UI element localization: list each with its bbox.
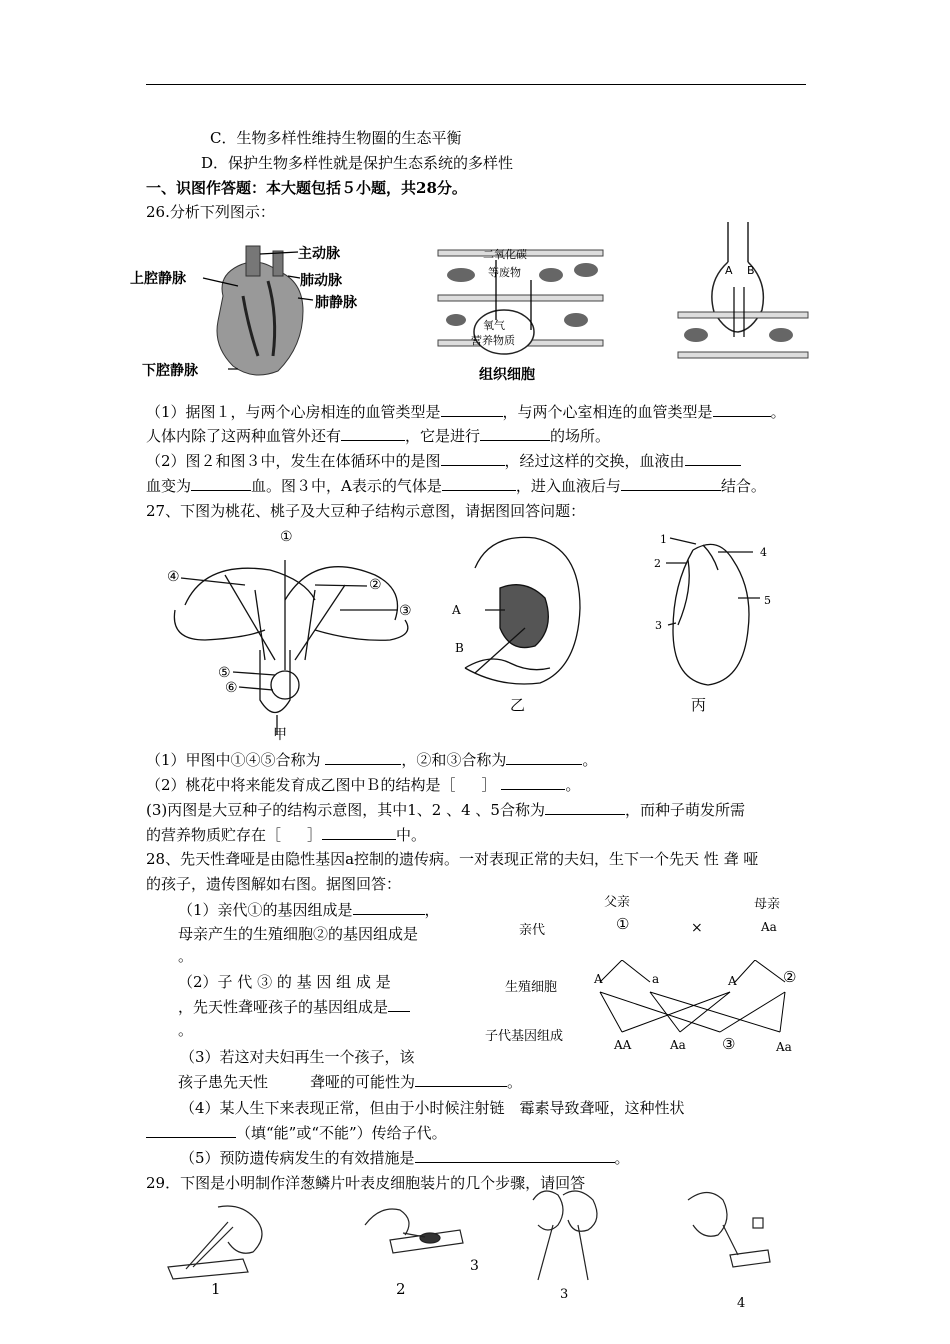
q28-p1-line1: （1）亲代①的基因组成是 ， — [178, 901, 440, 919]
q27-stem: 27、下图为桃花、桃子及大豆种子结构示意图，请据图回答问题： — [146, 502, 586, 520]
label-flower-2: ② — [369, 577, 382, 593]
q27-p3-line2: 的营养物质贮存在［ ］ 中。 — [146, 826, 427, 844]
offspring-1: AA — [614, 1038, 632, 1052]
label-father: 父亲 — [604, 895, 631, 910]
gamete-4: ② — [783, 968, 797, 986]
genotype-parent-1: ① — [616, 915, 630, 933]
genotype-parent-2: Aa — [761, 920, 777, 934]
label-flower-1: ① — [280, 529, 293, 545]
step-4-figure — [678, 1180, 778, 1300]
label-pulmonary-artery: 肺动脉 — [300, 273, 342, 289]
step-label-4: 4 — [737, 1296, 746, 1311]
q26-p1-line1: （1）据图１，与两个心房相连的血管类型是 ，与两个心室相连的血管类型是 。 — [146, 403, 786, 421]
q28-p4-line1: （4）某人生下来表现正常，但由于小时候注射链 霉素导致聋哑，这种性状 — [180, 1099, 685, 1117]
q28-p5: （5）预防遗传病发生的有效措施是 。 — [180, 1149, 630, 1167]
step-2-figure — [345, 1195, 475, 1290]
offspring-3: ③ — [722, 1035, 736, 1053]
row-label-parents: 亲代 — [519, 923, 546, 938]
label-flower-6: ⑥ — [225, 680, 238, 696]
header-rule — [146, 84, 806, 85]
gamete-1: A — [594, 972, 603, 986]
q26-p2-line1: （2）图２和图３中，发生在体循环中的是图 ，经过这样的交换，血液由 — [146, 451, 741, 471]
label-flower-4: ④ — [167, 569, 180, 585]
gamete-2: a — [652, 972, 660, 986]
q26-p1-line2: 人体内除了这两种血管外还有 ，它是进行 的场所。 — [146, 427, 611, 445]
fig-name-bing: 丙 — [691, 696, 707, 714]
section-title: 一、识图作答题：本大题包括５小题，共28分。 — [146, 179, 467, 197]
label-mother: 母亲 — [754, 897, 781, 912]
step-label-1: 1 — [211, 1280, 221, 1298]
label-peach-b: B — [455, 641, 464, 655]
label-aorta: 主动脉 — [298, 246, 340, 262]
label-seed-3: 3 — [655, 619, 662, 632]
gamete-3: A — [728, 974, 737, 988]
q28-p2-line2: ，先天性聋哑孩子的基因组成是 — [178, 997, 410, 1017]
step-label-3: 3 — [560, 1287, 569, 1302]
q28-p3-line2: 孩子患先天性 聋哑的可能性为 。 — [178, 1073, 523, 1091]
q28-p2-line1: （2）子 代 ③ 的 基 因 组 成 是 — [178, 973, 391, 991]
label-gas-b: B — [747, 264, 755, 277]
label-superior-vena-cava: 上腔静脉 — [130, 271, 186, 287]
peach-fruit-figure — [450, 528, 590, 690]
label-peach-a: A — [452, 603, 461, 617]
fig-name-yi: 乙 — [510, 696, 526, 714]
label-flower-3: ③ — [399, 603, 412, 619]
step-label-2: 2 — [396, 1280, 406, 1298]
label-tissue-cell: 组织细胞 — [479, 367, 535, 383]
label-nutrients: 营养物质 — [471, 334, 515, 347]
option-c: C．生物多样性维持生物圈的生态平衡 — [210, 129, 462, 147]
offspring-4: Aa — [776, 1040, 792, 1054]
label-seed-2: 2 — [654, 557, 661, 570]
q27-p3-line1: (3)丙图是大豆种子的结构示意图，其中1、2 、4 、5合称为 ，而种子萌发所需 — [146, 801, 745, 819]
q28-p1-end: 。 — [178, 947, 194, 965]
label-inferior-vena-cava: 下腔静脉 — [142, 363, 198, 379]
option-d: D．保护生物多样性就是保护生态系统的多样性 — [201, 154, 514, 172]
q28-p2-end: 。 — [178, 1021, 194, 1039]
page-number: 3 — [470, 1258, 479, 1274]
cross-symbol: × — [691, 920, 703, 936]
alveolus-figure — [676, 222, 810, 370]
label-waste: 等废物 — [488, 266, 521, 279]
label-seed-4: 4 — [760, 546, 767, 559]
fig-name-jia: 甲 — [273, 727, 287, 743]
q28-p1-line2: 母亲产生的生殖细胞②的基因组成是 — [178, 925, 419, 943]
label-gas-a: A — [725, 264, 733, 277]
q28-p4-line2: （填“能”或“不能”）传给子代。 — [146, 1123, 447, 1143]
q28-p3-line1: （3）若这对夫妇再生一个孩子，该 — [180, 1048, 415, 1066]
q28-stem-line1: 28、先天性聋哑是由隐性基因a控制的遗传病。一对表现正常的夫妇，生下一个先天 性 聋 哑 — [146, 850, 759, 868]
label-pulmonary-vein: 肺静脉 — [315, 295, 357, 311]
q26-p2-line2: 血变为 血。图３中，A表示的气体是 ，进入血液后与 结合。 — [146, 477, 766, 495]
row-label-offspring: 子代基因组成 — [485, 1029, 564, 1044]
q28-stem-line2: 的孩子，遗传图解如右图。据图回答： — [146, 875, 402, 893]
q26-stem: 26.分析下列图示： — [146, 203, 275, 221]
q29-stem: 29．下图是小明制作洋葱鳞片叶表皮细胞装片的几个步骤，请回答 — [146, 1174, 586, 1192]
row-label-gametes: 生殖细胞 — [505, 980, 558, 995]
label-co2: 二氧化碳 — [483, 248, 527, 261]
label-seed-5: 5 — [764, 594, 771, 607]
label-flower-5: ⑤ — [218, 665, 231, 681]
label-oxygen: 氧气 — [483, 319, 505, 332]
q27-p2: （2）桃花中将来能发育成乙图中Ｂ的结构是［ ］ 。 — [146, 776, 581, 794]
label-seed-1: 1 — [660, 533, 667, 546]
q27-p1: （1）甲图中①④⑤合称为 ，②和③合称为 。 — [146, 751, 598, 769]
peach-flower-figure — [165, 530, 425, 735]
offspring-2: Aa — [670, 1038, 686, 1052]
step-3-figure — [518, 1180, 608, 1290]
